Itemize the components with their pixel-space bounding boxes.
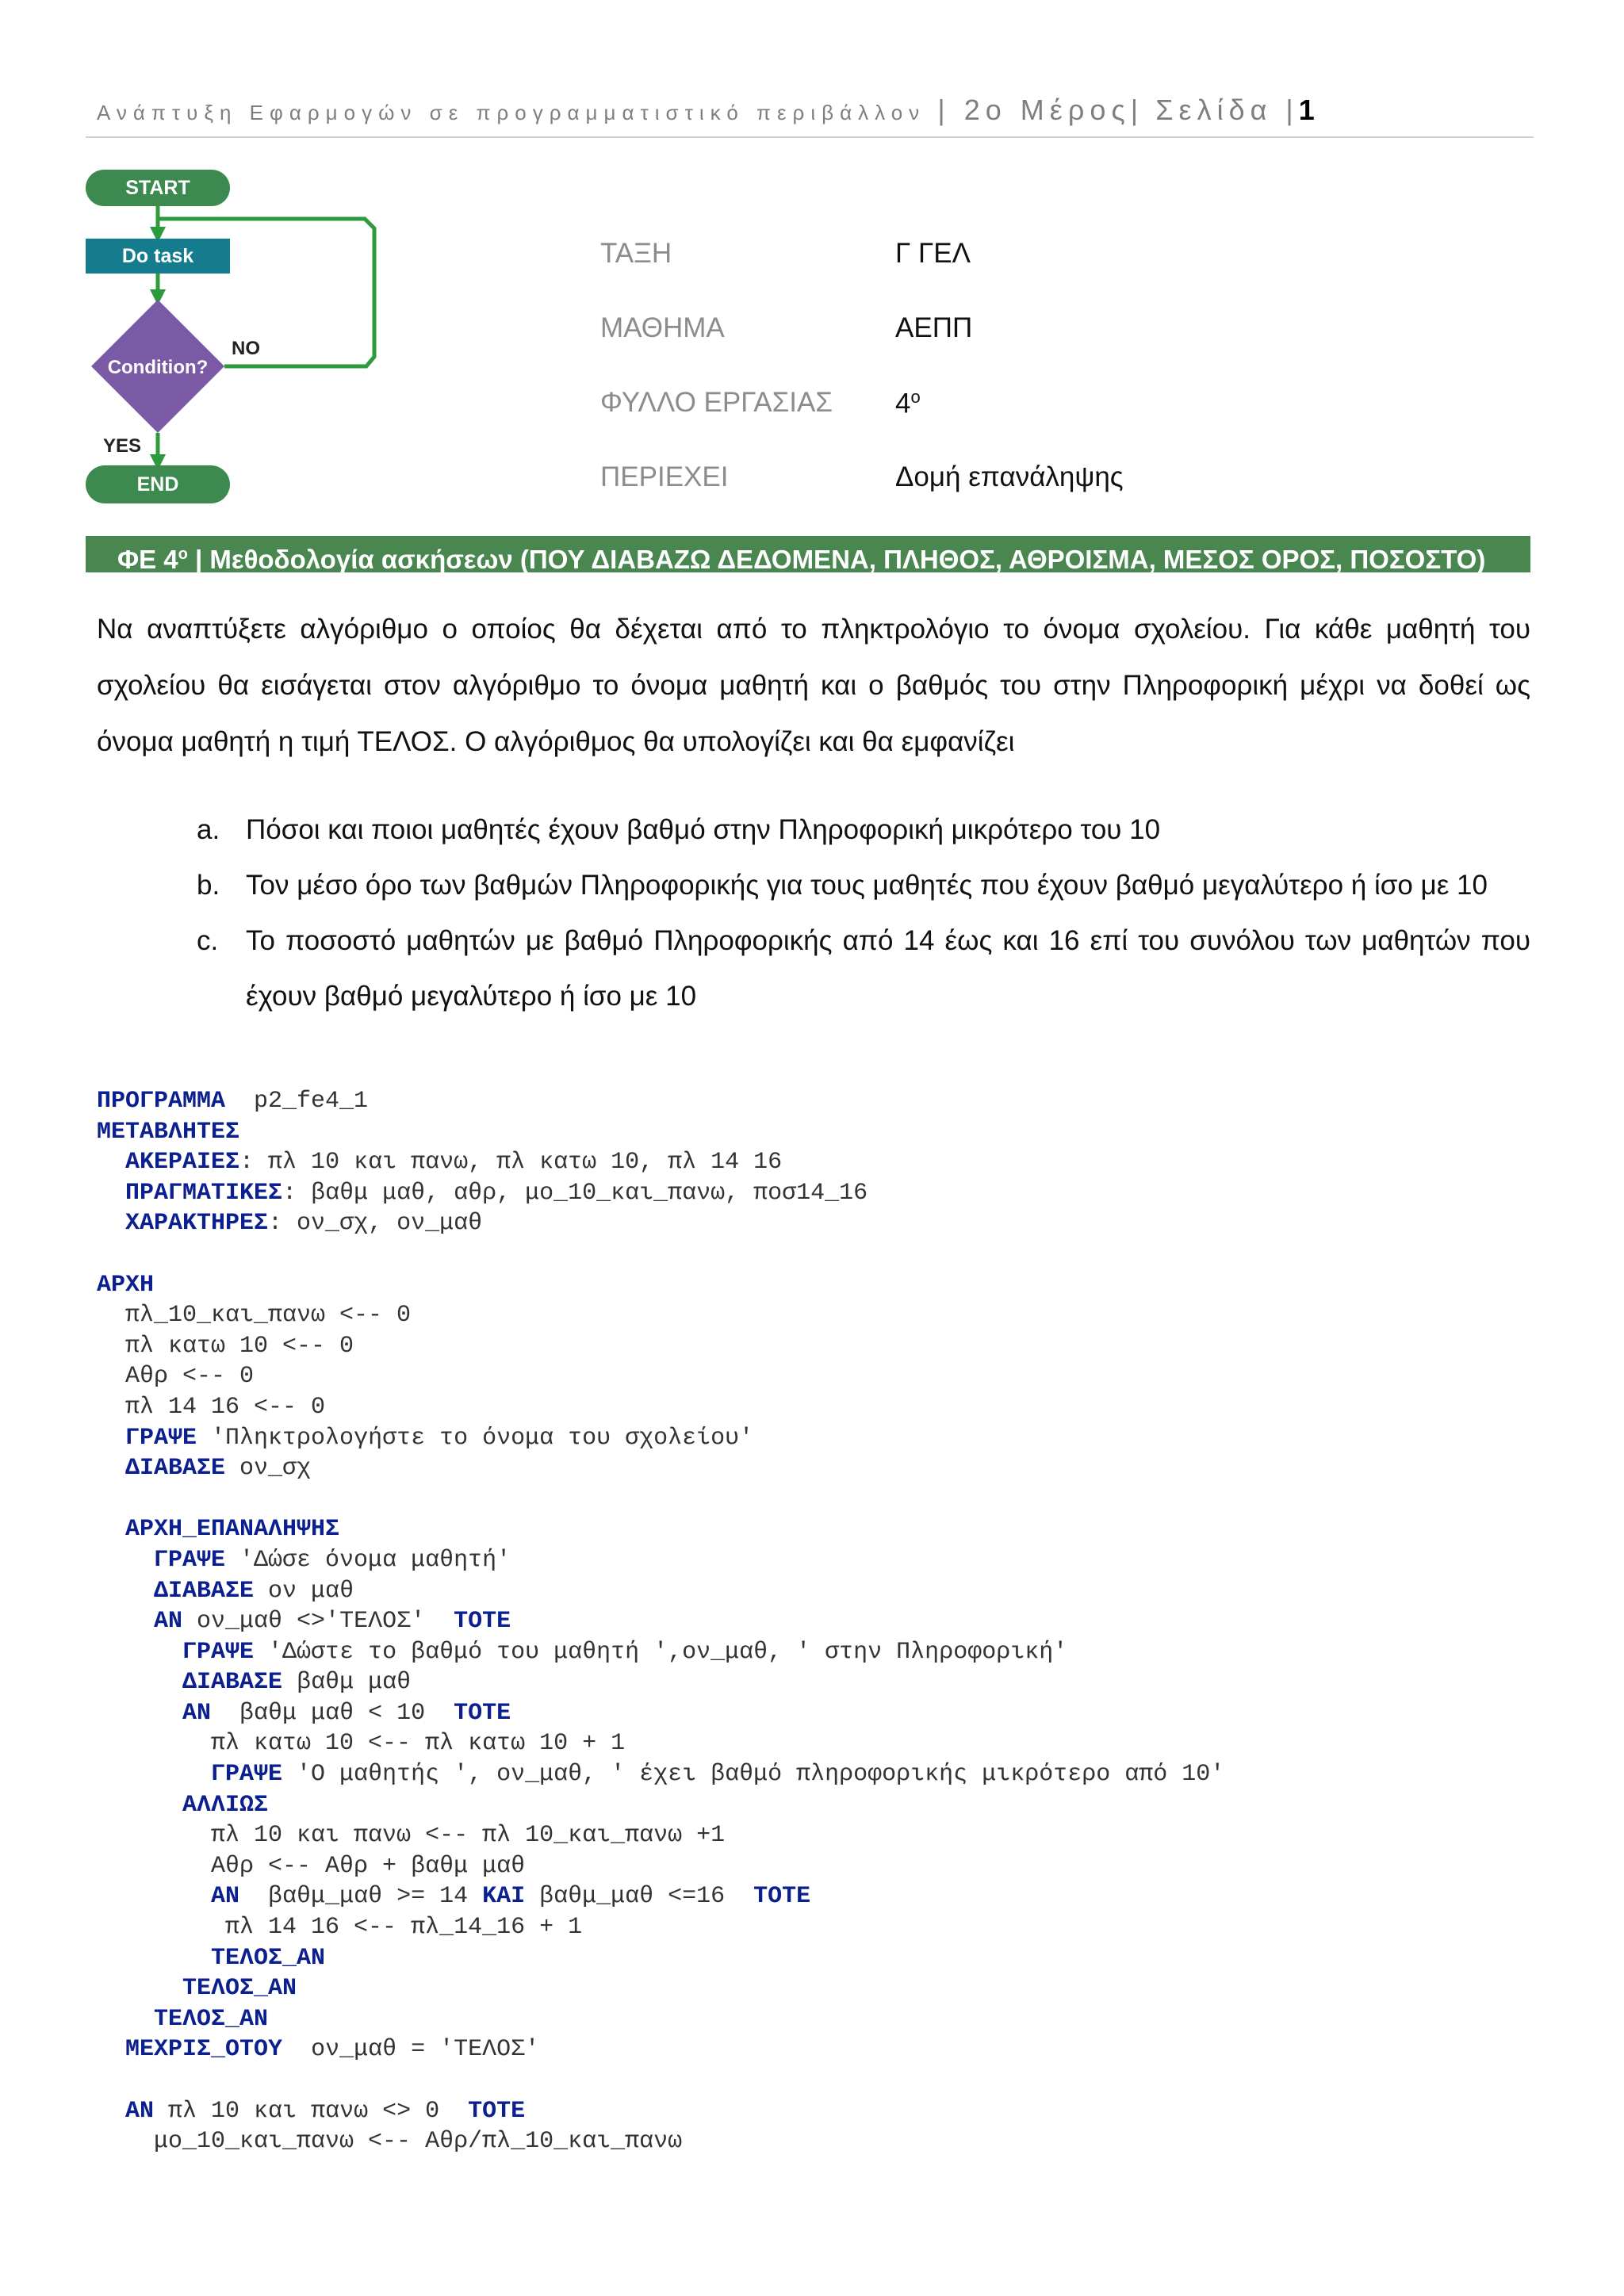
task-label: Do task	[121, 245, 194, 267]
question-letter: b.	[197, 870, 220, 901]
code-text: ον_μαθ = 'ΤΕΛΟΣ'	[282, 2036, 540, 2064]
code-line	[97, 1117, 1524, 1148]
yes-label: YES	[103, 435, 142, 457]
question-text: Το ποσοστό μαθητών με βαθμό Πληροφορικής από 14 έως και 16 επί του συνόλου των μαθητών που έχουν βαθμό μεγαλύτερο ή ίσο με 10	[246, 925, 1530, 1012]
code-text: βαθμ_μαθ >= 14	[239, 1883, 483, 1911]
question-text: Τον μέσο όρο των βαθμών Πληροφορικής για τους μαθητές που έχουν βαθμό μεγαλύτερο ή ίσο με 10	[246, 870, 1488, 901]
info-value-class: Γ ΓΕΛ	[895, 238, 971, 269]
question-item	[197, 913, 1530, 1024]
code-line	[97, 1606, 1524, 1637]
code-keyword: ΤΟΤΕ	[753, 1883, 811, 1911]
code-line	[97, 1423, 1524, 1454]
code-text: Αθρ <-- 0	[97, 1363, 255, 1391]
code-keyword: ΠΡΑΓΜΑΤΙΚΕΣ	[125, 1179, 283, 1207]
header-divider	[86, 136, 1534, 138]
code-line	[97, 1973, 1524, 2004]
code-keyword: ΑΡΧΗ	[97, 1271, 155, 1299]
code-line	[97, 1790, 1524, 1821]
code-line	[97, 2004, 1524, 2035]
header-title: Ανάπτυξη Εφαρμογών σε προγραμματιστικό περιβάλλον	[97, 101, 926, 124]
section-title: | Μεθοδολογία ασκήσεων (ΠΟΥ ΔΙΑΒΑΖΩ ΔΕΔΟΜΕΝΑ, ΠΛΗΘΟΣ, ΑΘΡΟΙΣΜΑ, ΜΕΣΟΣ ΟΡΟΣ, ΠΟΣΟΣΤΟ)	[187, 545, 1486, 574]
info-value-contents: Δομή επανάληψης	[895, 461, 1124, 492]
code-text: βαθμ μαθ < 10	[211, 1699, 454, 1727]
question-letter: c.	[197, 925, 219, 956]
code-text: πλ κατω 10 <-- 0	[97, 1332, 354, 1360]
pseudocode-listing	[97, 1086, 1524, 2157]
code-line	[97, 1545, 1524, 1576]
code-keyword: ΧΑΡΑΚΤΗΡΕΣ	[125, 1210, 269, 1238]
code-line	[97, 1667, 1524, 1698]
code-keyword: ΜΕΤΑΒΛΗΤΕΣ	[97, 1118, 240, 1146]
code-text: : ον_σχ, ον_μαθ	[268, 1210, 483, 1238]
code-keyword: ΜΕΧΡΙΣ_ΟΤΟΥ	[125, 2036, 283, 2064]
start-label: START	[125, 177, 190, 199]
code-line	[97, 1759, 1524, 1790]
flowchart-illustration	[79, 159, 396, 515]
code-line	[97, 1453, 1524, 1484]
question-item	[197, 858, 1530, 913]
worksheet-ordinal: ο	[910, 387, 921, 407]
code-text: 'Ο μαθητής ', ον_μαθ, ' έχει βαθμό πληροφορικής μικρότερο από 10'	[282, 1761, 1225, 1789]
info-label-class: ΤΑΞΗ	[600, 238, 672, 269]
code-keyword: ΑΝ	[125, 2097, 155, 2125]
info-value-course: ΑΕΠΠ	[895, 312, 973, 343]
code-line	[97, 1576, 1524, 1607]
code-keyword: ΑΝ	[211, 1883, 240, 1911]
code-keyword: ΤΟΤΕ	[454, 1699, 511, 1727]
info-value-worksheet	[895, 387, 921, 420]
code-keyword: ΤΕΛΟΣ_ΑΝ	[211, 1944, 326, 1972]
code-keyword: ΠΡΟΓΡΑΜΜΑ	[97, 1088, 226, 1115]
code-line	[97, 1239, 1524, 1270]
code-text	[97, 1700, 182, 1727]
code-text: πλ κατω 10 <-- πλ κατω 10 + 1	[97, 1730, 626, 1758]
code-line	[97, 1270, 1524, 1301]
page-number: 1	[1298, 94, 1315, 126]
code-text: πλ 14 16 <-- πλ_14_16 + 1	[97, 1914, 583, 1942]
code-keyword: ΔΙΑΒΑΣΕ	[125, 1455, 226, 1483]
code-text	[97, 1639, 182, 1666]
code-text: ον_σχ	[225, 1455, 312, 1483]
code-line	[97, 1881, 1524, 1912]
code-text: p2_fe4_1	[225, 1088, 369, 1115]
code-line	[97, 1728, 1524, 1759]
code-text	[97, 1883, 211, 1910]
section-ordinal: ο	[178, 545, 188, 563]
code-line	[97, 2096, 1524, 2127]
end-label: END	[136, 473, 179, 496]
code-text: πλ 14 16 <-- 0	[97, 1393, 326, 1421]
code-line	[97, 1300, 1524, 1331]
code-text	[97, 1792, 182, 1819]
page-header	[97, 94, 1532, 127]
code-text	[97, 2098, 125, 2125]
code-line	[97, 1361, 1524, 1392]
code-line	[97, 2065, 1524, 2096]
code-text: 'Πληκτρολογήστε το όνομα του σχολείου'	[197, 1424, 754, 1452]
code-text: : βαθμ μαθ, αθρ, μο_10_και_πανω, ποσ14_16	[282, 1179, 868, 1207]
exercise-statement: Να αναπτύξετε αλγόριθμο ο οποίος θα δέχεται από το πληκτρολόγιο το όνομα σχολείου. Για κάθε μαθητή του σχολείου θα εισάγεται στον αλγόριθμο το όνομα μαθητή και ο βαθμός του στην Πληροφορική μέχρι να δοθεί ως όνομα μαθητή η τιμή ΤΕΛΟΣ. Ο αλγόριθμος θα υπολογίζει και θα εμφανίζει	[97, 614, 1530, 757]
code-text: : πλ 10 και πανω, πλ κατω 10, πλ 14 16	[239, 1149, 783, 1177]
code-keyword: ΓΡΑΨΕ	[125, 1424, 197, 1452]
code-line	[97, 1208, 1524, 1239]
code-line	[97, 1178, 1524, 1209]
info-label-contents: ΠΕΡΙΕΧΕΙ	[600, 461, 729, 492]
code-text	[97, 1455, 125, 1482]
code-text: 'Δώστε το βαθμό του μαθητή ',ον_μαθ, ' στην Πληροφορική'	[254, 1638, 1068, 1666]
code-keyword: ΤΕΛΟΣ_ΑΝ	[182, 1975, 297, 2003]
code-text: 'Δώσε όνομα μαθητή'	[225, 1546, 511, 1574]
code-line	[97, 1392, 1524, 1423]
code-text: ον μαθ	[254, 1577, 354, 1605]
code-text: βαθμ μαθ	[282, 1669, 412, 1697]
condition-label: Condition?	[107, 357, 209, 378]
code-line	[97, 1637, 1524, 1668]
code-line	[97, 1912, 1524, 1943]
code-keyword: ΤΟΤΕ	[468, 2097, 526, 2125]
code-keyword: ΑΝ	[182, 1699, 212, 1727]
code-text: πλ 10 και πανω <> 0	[154, 2097, 469, 2125]
info-row-worksheet	[600, 387, 1314, 427]
code-line	[97, 1851, 1524, 1882]
code-text	[97, 1761, 211, 1788]
info-label-worksheet: ΦΥΛΛΟ ΕΡΓΑΣΙΑΣ	[600, 387, 833, 418]
code-text: μο_10_και_πανω <-- Αθρ/πλ_10_και_πανω	[97, 2128, 683, 2156]
code-line	[97, 1086, 1524, 1117]
code-text: πλ_10_και_πανω <-- 0	[97, 1302, 412, 1330]
code-keyword: ΑΛΛΙΩΣ	[182, 1791, 269, 1819]
code-line	[97, 1514, 1524, 1545]
code-line	[97, 1147, 1524, 1178]
code-text	[97, 1149, 125, 1176]
section-heading	[86, 536, 1530, 572]
header-part: | 2ο Μέρος|	[937, 94, 1144, 126]
code-text	[97, 1425, 125, 1452]
code-text	[97, 1210, 125, 1237]
section-prefix: ΦΕ 4	[117, 545, 178, 574]
code-text	[97, 1608, 154, 1635]
info-row-course	[600, 312, 1314, 352]
code-keyword: ΓΡΑΨΕ	[154, 1546, 226, 1574]
code-keyword: ΑΚΕΡΑΙΕΣ	[125, 1149, 240, 1177]
info-label-course: ΜΑΘΗΜΑ	[600, 312, 725, 343]
code-keyword: ΤΟΤΕ	[454, 1608, 511, 1636]
code-text	[97, 1669, 182, 1696]
code-keyword: ΑΝ	[154, 1608, 183, 1636]
code-text: βαθμ_μαθ <=16	[525, 1883, 754, 1911]
code-text	[97, 1180, 125, 1207]
question-item	[197, 802, 1530, 858]
question-list	[197, 802, 1530, 1024]
code-text: Αθρ <-- Αθρ + βαθμ μαθ	[97, 1852, 526, 1880]
code-line	[97, 2126, 1524, 2157]
code-text	[97, 1547, 154, 1574]
code-text	[97, 1945, 211, 1972]
code-keyword: ΔΙΑΒΑΣΕ	[182, 1669, 283, 1697]
code-text	[97, 1975, 182, 2002]
no-label: NO	[232, 338, 260, 359]
worksheet-number: 4	[895, 388, 911, 419]
code-text	[97, 2036, 125, 2063]
question-text: Πόσοι και ποιοι μαθητές έχουν βαθμό στην Πληροφορική μικρότερο του 10	[246, 814, 1161, 845]
code-text	[97, 2006, 154, 2033]
code-text: πλ 10 και πανω <-- πλ 10_και_πανω +1	[97, 1822, 726, 1850]
info-row-contents	[600, 461, 1314, 501]
question-letter: a.	[197, 814, 220, 845]
code-line	[97, 1820, 1524, 1851]
code-text: ον_μαθ <>'ΤΕΛΟΣ'	[182, 1608, 454, 1636]
code-keyword: ΚΑΙ	[482, 1883, 526, 1911]
code-line	[97, 1943, 1524, 1974]
code-line	[97, 1331, 1524, 1362]
code-line	[97, 1698, 1524, 1729]
code-keyword: ΓΡΑΨΕ	[182, 1638, 255, 1666]
code-text	[97, 1578, 154, 1605]
info-row-class	[600, 238, 1314, 277]
code-keyword: ΓΡΑΨΕ	[211, 1761, 283, 1789]
code-keyword: ΑΡΧΗ_ΕΠΑΝΑΛΗΨΗΣ	[125, 1516, 340, 1544]
code-line	[97, 1484, 1524, 1515]
code-keyword: ΤΕΛΟΣ_ΑΝ	[154, 2005, 269, 2033]
code-line	[97, 2034, 1524, 2065]
code-keyword: ΔΙΑΒΑΣΕ	[154, 1577, 255, 1605]
header-page-label: Σελίδα |	[1155, 94, 1299, 126]
code-text	[97, 1516, 125, 1543]
